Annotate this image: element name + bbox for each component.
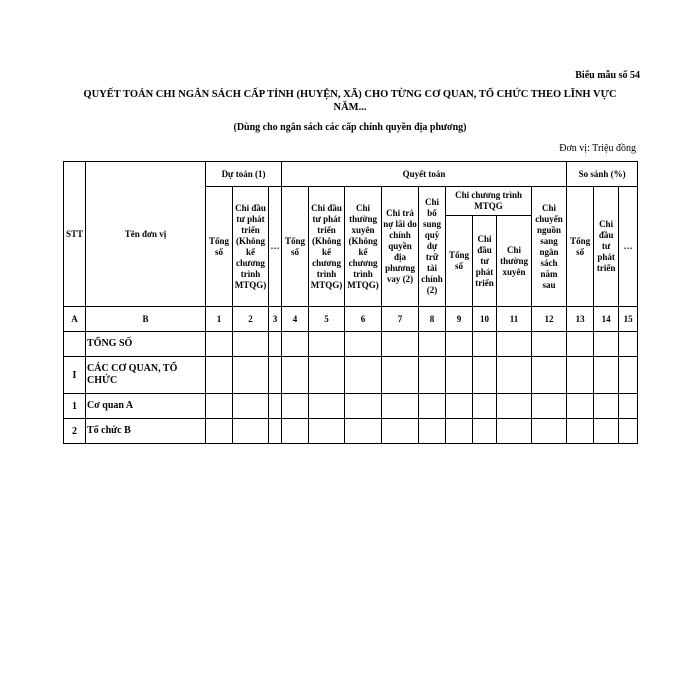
index-cell: 13 xyxy=(567,307,594,332)
header-mtqg-chi-dtpt: Chi đầu tư phát triển xyxy=(473,216,497,307)
row-name: Cơ quan A xyxy=(86,394,206,419)
header-qt-chi-mtqg: Chi chương trình MTQG xyxy=(446,187,532,216)
header-ss-tong-so: Tổng số xyxy=(567,187,594,307)
header-qt-chi-chuyen-nguon: Chi chuyển nguồn sang ngân sách năm sau xyxy=(532,187,567,307)
column-index-row xyxy=(64,307,638,332)
document-title: QUYẾT TOÁN CHI NGÂN SÁCH CẤP TỈNH (HUYỆN, XÃ) CHO TỪNG CƠ QUAN, TỔ CHỨC THEO LĨNH VỰC NĂM... xyxy=(83,89,617,113)
row-name: CÁC CƠ QUAN, TỔ CHỨC xyxy=(86,357,206,394)
header-unit-name: Tên đơn vị xyxy=(86,162,206,307)
index-cell: 15 xyxy=(619,307,638,332)
header-mtqg-tong-so: Tổng số xyxy=(446,216,473,307)
header-so-sanh: So sánh (%) xyxy=(567,162,638,187)
index-cell: 12 xyxy=(532,307,567,332)
index-cell: 9 xyxy=(446,307,473,332)
form-number: Biểu mẫu số 54 xyxy=(575,70,640,81)
table-row xyxy=(64,394,638,419)
document-subtitle: (Dùng cho ngân sách các cấp chính quyền địa phương) xyxy=(233,122,467,133)
unit-label: Đơn vị: Triệu đồng xyxy=(559,143,636,154)
index-cell: 1 xyxy=(206,307,233,332)
row-stt: 2 xyxy=(64,419,86,444)
header-qt-chi-dtpt: Chi đầu tư phát triển (Không kể chương trình MTQG) xyxy=(309,187,345,307)
header-quyet-toan: Quyết toán xyxy=(282,162,567,187)
table-row xyxy=(64,419,638,444)
table-row-group xyxy=(64,357,638,394)
index-cell: 5 xyxy=(309,307,345,332)
index-cell: 7 xyxy=(382,307,419,332)
index-cell: A xyxy=(64,307,86,332)
header-du-toan: Dự toán (1) xyxy=(206,162,282,187)
header-ss-chi-dtpt: Chi đầu tư phát triển xyxy=(594,187,619,307)
header-dt-tong-so: Tổng số xyxy=(206,187,233,307)
index-cell: 8 xyxy=(419,307,446,332)
index-cell: 4 xyxy=(282,307,309,332)
header-mtqg-chi-thuong-xuyen: Chi thường xuyên xyxy=(497,216,532,307)
row-name: TỔNG SỐ xyxy=(86,332,206,357)
header-qt-chi-thuong-xuyen: Chi thường xuyên (Không kể chương trình MTQG) xyxy=(345,187,382,307)
header-qt-chi-bo-sung-quy: Chi bổ sung quỹ dự trữ tài chính (2) xyxy=(419,187,446,307)
header-dt-chi-dtpt: Chi đầu tư phát triển (Không kể chương trình MTQG) xyxy=(233,187,269,307)
row-stt: I xyxy=(64,357,86,394)
index-cell: 2 xyxy=(233,307,269,332)
header-qt-tong-so: Tổng số xyxy=(282,187,309,307)
index-cell: 14 xyxy=(594,307,619,332)
header-stt: STT xyxy=(64,162,86,307)
header-dt-more: … xyxy=(269,187,282,307)
row-stt: 1 xyxy=(64,394,86,419)
row-name: Tổ chức B xyxy=(86,419,206,444)
table-row-total xyxy=(64,332,638,357)
index-cell: 11 xyxy=(497,307,532,332)
index-cell: 3 xyxy=(269,307,282,332)
settlement-table xyxy=(63,161,638,444)
index-cell: B xyxy=(86,307,206,332)
row-stt xyxy=(64,332,86,357)
index-cell: 10 xyxy=(473,307,497,332)
header-qt-chi-tra-no-lai: Chi trả nợ lãi do chính quyền địa phương vay (2) xyxy=(382,187,419,307)
header-ss-more: … xyxy=(619,187,638,307)
index-cell: 6 xyxy=(345,307,382,332)
